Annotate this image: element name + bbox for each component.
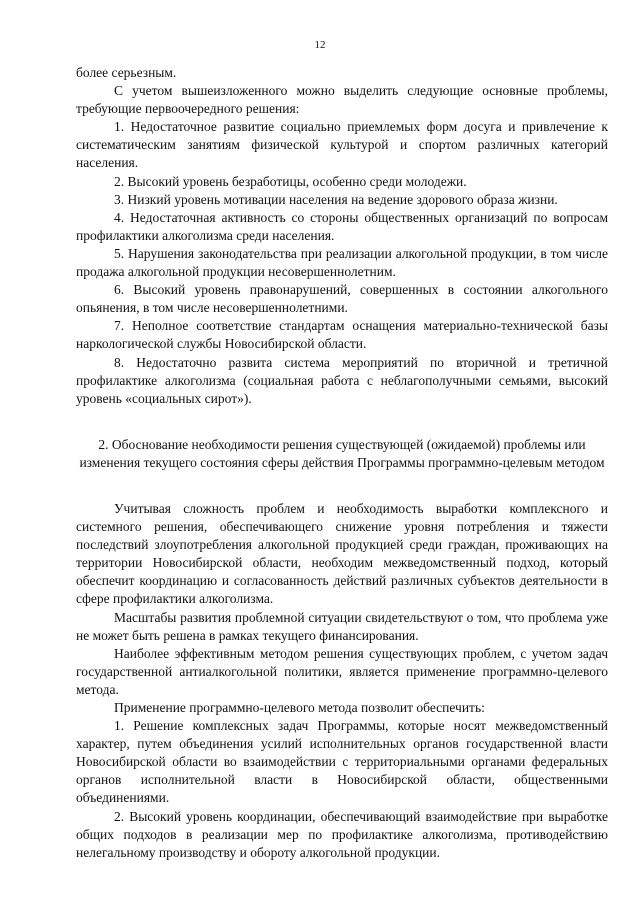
section-heading: 2. Обоснование необходимости решения существующей (ожидаемой) проблемы или изменения текущего состояния сферы действия Программы программно-целевым методом <box>79 436 605 470</box>
problem-item-3: 3. Низкий уровень мотивации населения на ведение здорового образа жизни. <box>114 191 558 207</box>
continuation-text: более серьезным. <box>76 65 177 80</box>
rationale-paragraph-4: Применение программно-целевого метода позволит обеспечить: <box>114 700 485 715</box>
problem-item-2: 2. Высокий уровень безработицы, особенно среди молодежи. <box>114 173 467 189</box>
rationale-paragraph-1: Учитывая сложность проблем и необходимость выработки комплексного и системного решения, обеспечивающего снижение уровня потребления и тяжести последствий злоупотребления алкогольной продукцией среди граждан, проживающих на территории Новосибирской области, необходим межведомственный подход, который обеспечит координацию и согласованность действий различных субъектов деятельности в сфере профилактики алкоголизма. <box>76 500 608 607</box>
page-number: 12 <box>314 39 326 51</box>
benefit-item-2: 2. Высокий уровень координации, обеспечивающий взаимодействие при выработке общих подходов в реализации мер по профилактике алкоголизма, противодействию нелегальному производству и обороту алкогольной продукции. <box>76 808 608 860</box>
problem-item-6: 6. Высокий уровень правонарушений, совершенных в состоянии алкогольного опьянения, в том числе несовершеннолетними. <box>76 282 608 316</box>
benefit-item-1: 1. Решение комплексных задач Программы, которые носят межведомственный характер, путем объединения усилий исполнительных органов государственной власти Новосибирской области во взаимодействии с территориальными органами федеральных органов исполнительной власти в Новосибирской области, общественными объединениями. <box>76 718 608 806</box>
problem-item-7: 7. Неполное соответствие стандартам оснащения материально-технической базы наркологической службы Новосибирской области. <box>76 318 608 352</box>
problem-item-8: 8. Недостаточно развита система мероприятий по вторичной и третичной профилактике алкоголизма (социальная работа с неблагополучными семьями, высокий уровень «социальных сирот»). <box>76 354 608 406</box>
problem-item-4: 4. Недостаточная активность со стороны общественных организаций по вопросам профилактики алкоголизма среди населения. <box>76 209 608 243</box>
problems-intro: С учетом вышеизложенного можно выделить следующие основные проблемы, требующие первоочередного решения: <box>76 83 608 117</box>
rationale-paragraph-3: Наиболее эффективным методом решения существующих проблем, с учетом задач государственной антиалкогольной политики, является применение программно-целевого метода. <box>76 645 608 697</box>
rationale-paragraph-2: Масштабы развития проблемной ситуации свидетельствуют о том, что проблема уже не может быть решена в рамках текущего финансирования. <box>76 609 608 643</box>
problem-item-1: 1. Недостаточное развитие социально приемлемых форм досуга и привлечение к систематическим занятиям физической культурой и спортом различных категорий населения. <box>76 119 608 171</box>
problem-item-5: 5. Нарушения законодательства при реализации алкогольной продукции, в том числе продажа алкогольной продукции несовершеннолетним. <box>76 245 608 280</box>
page-content <box>76 64 608 862</box>
